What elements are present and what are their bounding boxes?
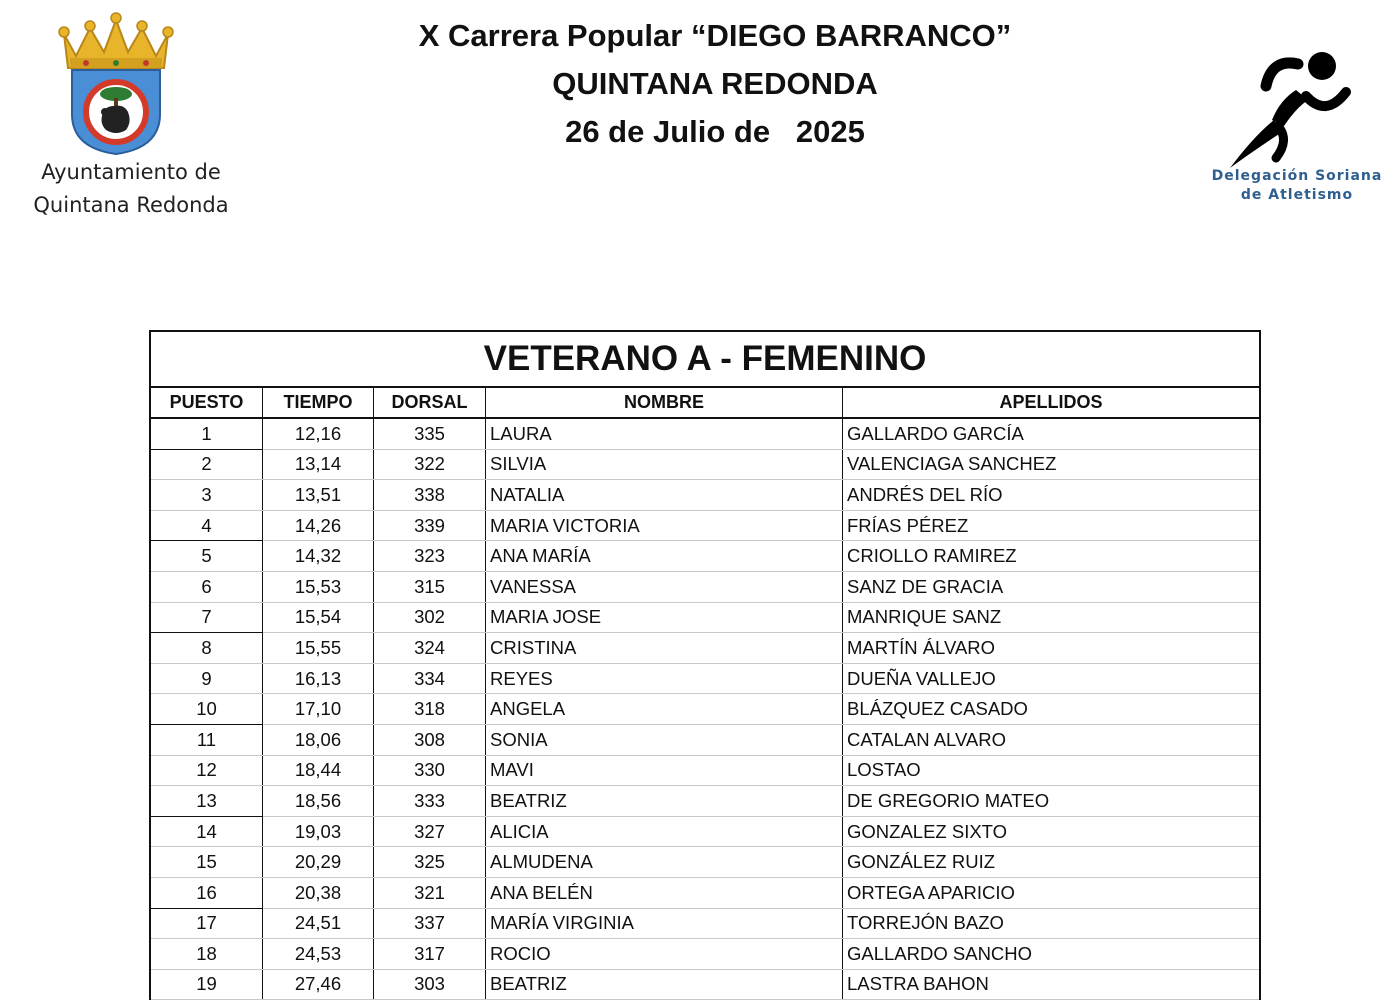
cell-tiempo: 20,38 <box>263 878 374 908</box>
cell-dorsal: 308 <box>374 725 486 755</box>
cell-apellidos: ANDRÉS DEL RÍO <box>847 483 1003 505</box>
column-header-tiempo: TIEMPO <box>263 388 374 417</box>
cell-puesto: 3 <box>151 480 263 510</box>
cell-dorsal: 322 <box>374 450 486 480</box>
cell-puesto: 5 <box>151 540 263 571</box>
cell-dorsal: 324 <box>374 633 486 663</box>
table-row <box>151 450 1259 481</box>
cell-dorsal: 337 <box>374 909 486 939</box>
cell-puesto: 6 <box>151 572 263 602</box>
cell-dorsal: 327 <box>374 817 486 847</box>
cell-apellidos: DE GREGORIO MATEO <box>847 789 1050 811</box>
cell-apellidos: MARTÍN ÁLVARO <box>847 636 996 658</box>
cell-tiempo: 13,51 <box>263 480 374 510</box>
column-header-nombre: NOMBRE <box>486 388 843 417</box>
cell-tiempo: 18,56 <box>263 786 374 816</box>
cell-puesto: 9 <box>151 664 263 694</box>
cell-dorsal: 325 <box>374 847 486 877</box>
cell-nombre: ALMUDENA <box>486 847 843 877</box>
cell-tiempo: 12,16 <box>263 419 374 449</box>
table-row <box>151 847 1259 878</box>
column-header-puesto: PUESTO <box>151 388 263 417</box>
delegacion-name-line2: de Atletismo <box>1240 187 1354 203</box>
event-location: QUINTANA REDONDA <box>552 66 878 101</box>
cell-nombre: MARIA VICTORIA <box>486 511 843 541</box>
table-row <box>151 725 1259 756</box>
cell-tiempo: 16,13 <box>263 664 374 694</box>
ayuntamiento-logo <box>0 0 262 230</box>
cell-nombre: ANGELA <box>486 694 843 724</box>
runner-icon <box>1210 40 1360 180</box>
cell-tiempo: 14,32 <box>263 541 374 571</box>
cell-puesto: 11 <box>151 724 263 755</box>
event-title <box>300 12 1130 156</box>
cell-tiempo: 18,06 <box>263 725 374 755</box>
table-row <box>151 603 1259 634</box>
cell-tiempo: 15,55 <box>263 633 374 663</box>
cell-puesto: 4 <box>151 511 263 541</box>
table-row <box>151 878 1259 909</box>
cell-puesto: 13 <box>151 786 263 816</box>
cell-nombre: ANA MARÍA <box>486 541 843 571</box>
table-row <box>151 664 1259 695</box>
table-row <box>151 817 1259 848</box>
cell-tiempo: 13,14 <box>263 450 374 480</box>
cell-apellidos: DUEÑA VALLEJO <box>847 667 996 689</box>
cell-nombre: MAVI <box>486 756 843 786</box>
cell-dorsal: 335 <box>374 419 486 449</box>
cell-apellidos: LASTRA BAHON <box>847 973 989 995</box>
cell-puesto: 16 <box>151 878 263 908</box>
table-row <box>151 480 1259 511</box>
cell-tiempo: 19,03 <box>263 817 374 847</box>
table-row <box>151 511 1259 542</box>
cell-dorsal: 323 <box>374 541 486 571</box>
cell-nombre: ROCIO <box>486 939 843 969</box>
cell-apellidos: LOSTAO <box>847 759 921 781</box>
cell-tiempo: 27,46 <box>263 970 374 1000</box>
table-row <box>151 909 1259 940</box>
cell-tiempo: 24,53 <box>263 939 374 969</box>
cell-nombre: MARIA JOSE <box>486 603 843 633</box>
cell-dorsal: 338 <box>374 480 486 510</box>
cell-dorsal: 330 <box>374 756 486 786</box>
cell-dorsal: 302 <box>374 603 486 633</box>
cell-dorsal: 334 <box>374 664 486 694</box>
cell-puesto: 18 <box>151 939 263 969</box>
cell-dorsal: 315 <box>374 572 486 602</box>
cell-puesto: 14 <box>151 816 263 847</box>
cell-dorsal: 303 <box>374 970 486 1000</box>
cell-puesto: 7 <box>151 603 263 633</box>
cell-apellidos: BLÁZQUEZ CASADO <box>847 698 1028 720</box>
category-title: VETERANO A - FEMENINO <box>151 332 1259 388</box>
cell-nombre: MARÍA VIRGINIA <box>486 909 843 939</box>
table-row <box>151 970 1259 1000</box>
cell-apellidos: MANRIQUE SANZ <box>847 606 1002 628</box>
table-body <box>151 419 1259 1000</box>
cell-apellidos: VALENCIAGA SANCHEZ <box>847 453 1057 475</box>
cell-nombre: NATALIA <box>486 480 843 510</box>
cell-puesto: 8 <box>151 632 263 663</box>
cell-dorsal: 339 <box>374 511 486 541</box>
cell-puesto: 15 <box>151 847 263 877</box>
cell-puesto: 2 <box>151 449 263 480</box>
cell-tiempo: 24,51 <box>263 909 374 939</box>
cell-nombre: ANA BELÉN <box>486 878 843 908</box>
table-row <box>151 694 1259 725</box>
cell-tiempo: 17,10 <box>263 694 374 724</box>
cell-puesto: 1 <box>151 419 263 449</box>
cell-apellidos: ORTEGA APARICIO <box>847 881 1015 903</box>
results-table <box>149 330 1261 1000</box>
cell-nombre: SONIA <box>486 725 843 755</box>
cell-puesto: 10 <box>151 694 263 724</box>
cell-tiempo: 15,53 <box>263 572 374 602</box>
cell-apellidos: GONZÁLEZ RUIZ <box>847 851 996 873</box>
cell-tiempo: 18,44 <box>263 756 374 786</box>
cell-apellidos: GALLARDO GARCÍA <box>847 422 1024 444</box>
event-title-line1: X Carrera Popular “DIEGO BARRANCO” <box>418 18 1012 53</box>
cell-nombre: BEATRIZ <box>486 970 843 1000</box>
table-row <box>151 786 1259 817</box>
cell-tiempo: 15,54 <box>263 603 374 633</box>
cell-apellidos: CRIOLLO RAMIREZ <box>847 545 1017 567</box>
table-row <box>151 939 1259 970</box>
cell-puesto: 12 <box>151 756 263 786</box>
ayuntamiento-name-line1: Ayuntamiento de <box>41 160 221 184</box>
table-row <box>151 633 1259 664</box>
table-row <box>151 541 1259 572</box>
delegacion-name-line1: Delegación Soriana <box>1211 168 1383 184</box>
cell-dorsal: 333 <box>374 786 486 816</box>
cell-dorsal: 317 <box>374 939 486 969</box>
cell-dorsal: 321 <box>374 878 486 908</box>
event-date: 26 de Julio de 2025 <box>565 114 865 149</box>
table-row <box>151 572 1259 603</box>
cell-nombre: REYES <box>486 664 843 694</box>
cell-apellidos: SANZ DE GRACIA <box>847 575 1004 597</box>
cell-nombre: ALICIA <box>486 817 843 847</box>
cell-tiempo: 14,26 <box>263 511 374 541</box>
cell-apellidos: GALLARDO SANCHO <box>847 942 1033 964</box>
cell-nombre: CRISTINA <box>486 633 843 663</box>
cell-dorsal: 318 <box>374 694 486 724</box>
table-header-row <box>151 388 1259 419</box>
table-row <box>151 756 1259 787</box>
cell-nombre: SILVIA <box>486 450 843 480</box>
cell-puesto: 19 <box>151 970 263 1000</box>
table-row <box>151 419 1259 450</box>
coat-of-arms-icon <box>50 12 182 160</box>
delegacion-logo <box>1200 40 1394 220</box>
cell-nombre: VANESSA <box>486 572 843 602</box>
cell-apellidos: TORREJÓN BAZO <box>847 912 1004 934</box>
ayuntamiento-name-line2: Quintana Redonda <box>33 193 229 217</box>
cell-apellidos: CATALAN ALVARO <box>847 728 1007 750</box>
cell-apellidos: GONZALEZ SIXTO <box>847 820 1008 842</box>
column-header-dorsal: DORSAL <box>374 388 486 417</box>
column-header-apellidos: APELLIDOS <box>999 392 1103 412</box>
cell-tiempo: 20,29 <box>263 847 374 877</box>
cell-nombre: BEATRIZ <box>486 786 843 816</box>
cell-puesto: 17 <box>151 908 263 939</box>
cell-apellidos: FRÍAS PÉREZ <box>847 514 969 536</box>
cell-nombre: LAURA <box>486 419 843 449</box>
